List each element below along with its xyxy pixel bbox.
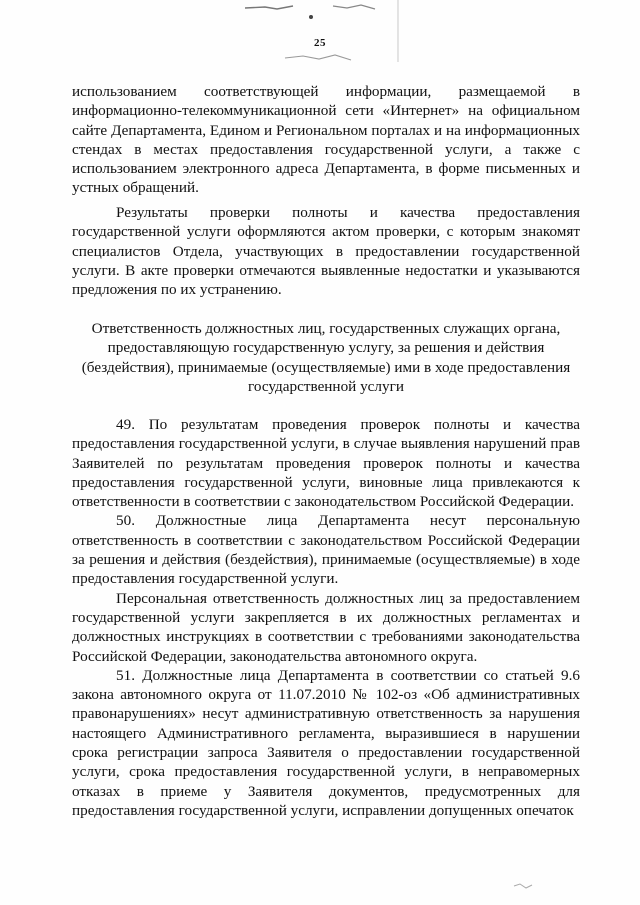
paragraph-49: 49. По результатам проведения проверок полноты и качества предоставления государственной услуги, в случае выявления нарушений прав Заявителей по результатам проведения проверок полноты и качества предоставления государственной услуги, виновные лица привлекаются к ответственности в соответствии с законодательством Российской Федерации. [72,416,580,511]
paragraph: использованием соответствующей информации, размещаемой в информационно-телекоммуникационной сети «Интернет» на официальном сайте Департамента, Едином и Региональном порталах и на информационных стендах в местах предоставления государственной услуги, а также с использованием электронного адреса Департамента, в форме письменных и устных обращений. [72,83,580,197]
paragraph-results [72,203,580,299]
paragraph-50: 50. Должностные лица Департамента несут персональную ответственность в соответствии с законодательством Российской Федерации за решения и действия (бездействия), принимаемые (осуществляемые) в ходе предоставления государственной услуги. [72,512,580,588]
paragraph-continuation [72,82,580,198]
scan-artifact [510,876,540,896]
numbered-paragraphs [72,415,580,820]
scan-artifact [215,0,415,70]
section-heading: Ответственность должностных лиц, государственных служащих органа, предоставляющую государственную услугу, за решения и действия (бездействия), принимаемые (осуществляемые) ими в ходе предоставления государственной услуги [81,320,571,395]
paragraph-personal-responsibility: Персональная ответственность должностных лиц за предоставлением государственной услуги закрепляется в их должностных регламентах и должностных инструкциях в соответствии с требованиями законодательства Российской Федерации, законодательства автономного округа. [72,589,580,665]
paragraph: Результаты проверки полноты и качества предоставления государственной услуги оформляются актом проверки, с которым знакомят специалистов Отдела, участвующих в предоставлении государственной услуги. В акте проверки отмечаются выявленные недостатки и указываются предложения по их устранению. [72,204,580,299]
paragraph-51: 51. Должностные лица Департамента в соответствии со статьей 9.6 закона автономного округа от 11.07.2010 № 102-оз «Об административных правонарушениях» несут административную ответственность за нарушения настоящего Административного регламента, выразившиеся в нарушении срока регистрации запроса Заявителя о предоставлении государственной услуги, срока предоставления государственной услуги, в неправомерных отказах в приеме у Заявителя документов, предусмотренных для предоставления государственной услуги, исправлении допущенных опечаток [72,666,580,819]
page-number: 25 [314,37,326,49]
